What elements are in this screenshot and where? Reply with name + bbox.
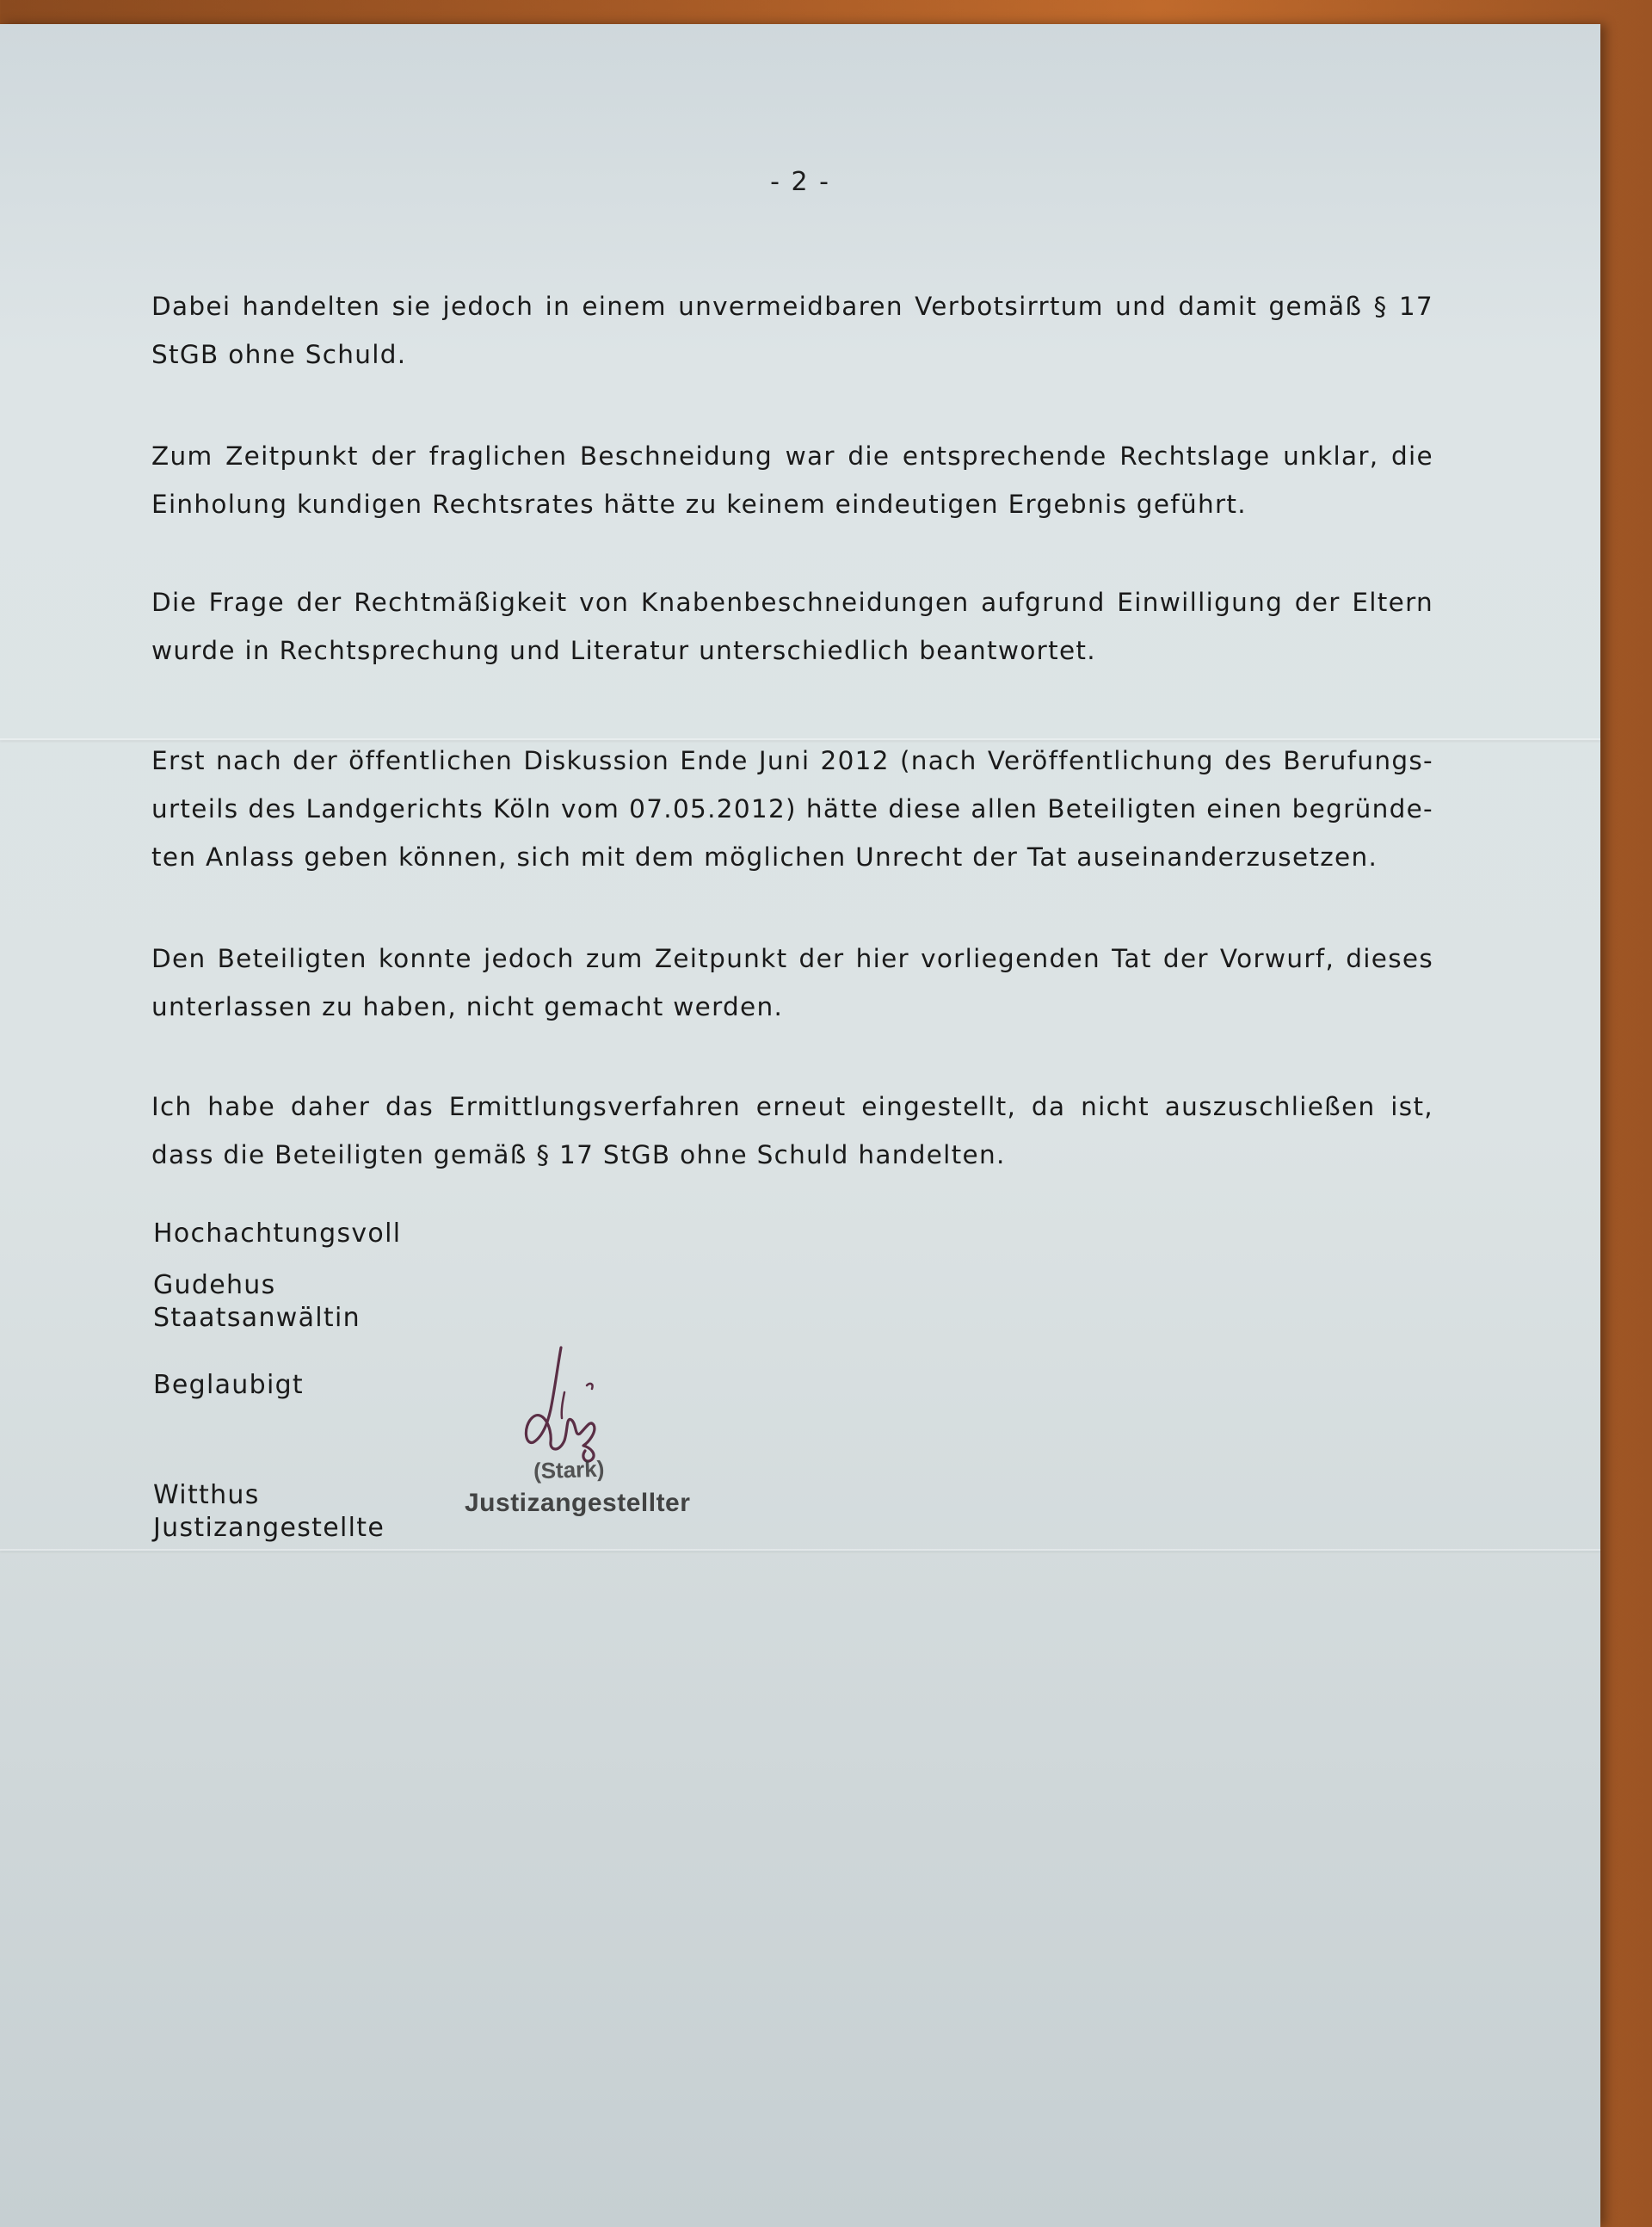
signer-title: Staatsanwältin [153,1303,361,1333]
signer-name: Gudehus [153,1270,276,1300]
stamp-name: (Stark) [533,1455,605,1484]
paragraph-5: Den Beteiligten konnte jedoch zum Zeitpunkt der hier vorliegenden Tat der Vorwurf, dieses unterlassen zu haben, nicht gemacht werden. [151,944,1433,1021]
clerk-name: Witthus [153,1480,260,1510]
paragraph-3: Die Frage der Rechtmäßigkeit von Knabenbeschneidungen aufgrund Einwilligung der Eltern wurde in Rechtsprechung und Literatur unterschiedlich beantwortet. [151,588,1433,665]
stamp-title: Justizangestellter [465,1489,691,1517]
letter-page [0,24,1600,2227]
paper-fold [0,1549,1600,1551]
paragraph-2: Zum Zeitpunkt der fraglichen Beschneidung war die entsprechende Rechtslage unklar, die Einholung kundigen Rechtsrates hätte zu keinem eindeutigen Ergebnis geführt. [151,441,1433,519]
page-number: - 2 - [770,167,830,197]
closing-greeting: Hochachtungsvoll [153,1218,402,1249]
clerk-title: Justizangestellte [153,1513,385,1543]
paragraph-4: Erst nach der öffentlichen Diskussion Ende Juni 2012 (nach Veröffentlichung des Berufungs-urteils des Landgerichts Köln vom 07.05.2012) hätte diese allen Beteiligten einen begründe-ten Anlass geben können, sich mit dem möglichen Unrecht der Tat auseinanderzusetzen. [151,746,1433,872]
paragraph-6: Ich habe daher das Ermittlungsverfahren erneut eingestellt, da nicht auszuschließen ist, dass die Beteiligten gemäß § 17 StGB ohne Schuld handelten. [151,1092,1433,1169]
handwritten-signature-icon [508,1341,628,1470]
paragraph-1: Dabei handelten sie jedoch in einem unvermeidbaren Verbotsirrtum und damit gemäß § 17 StGB ohne Schuld. [151,292,1433,369]
certification-label: Beglaubigt [153,1370,304,1400]
